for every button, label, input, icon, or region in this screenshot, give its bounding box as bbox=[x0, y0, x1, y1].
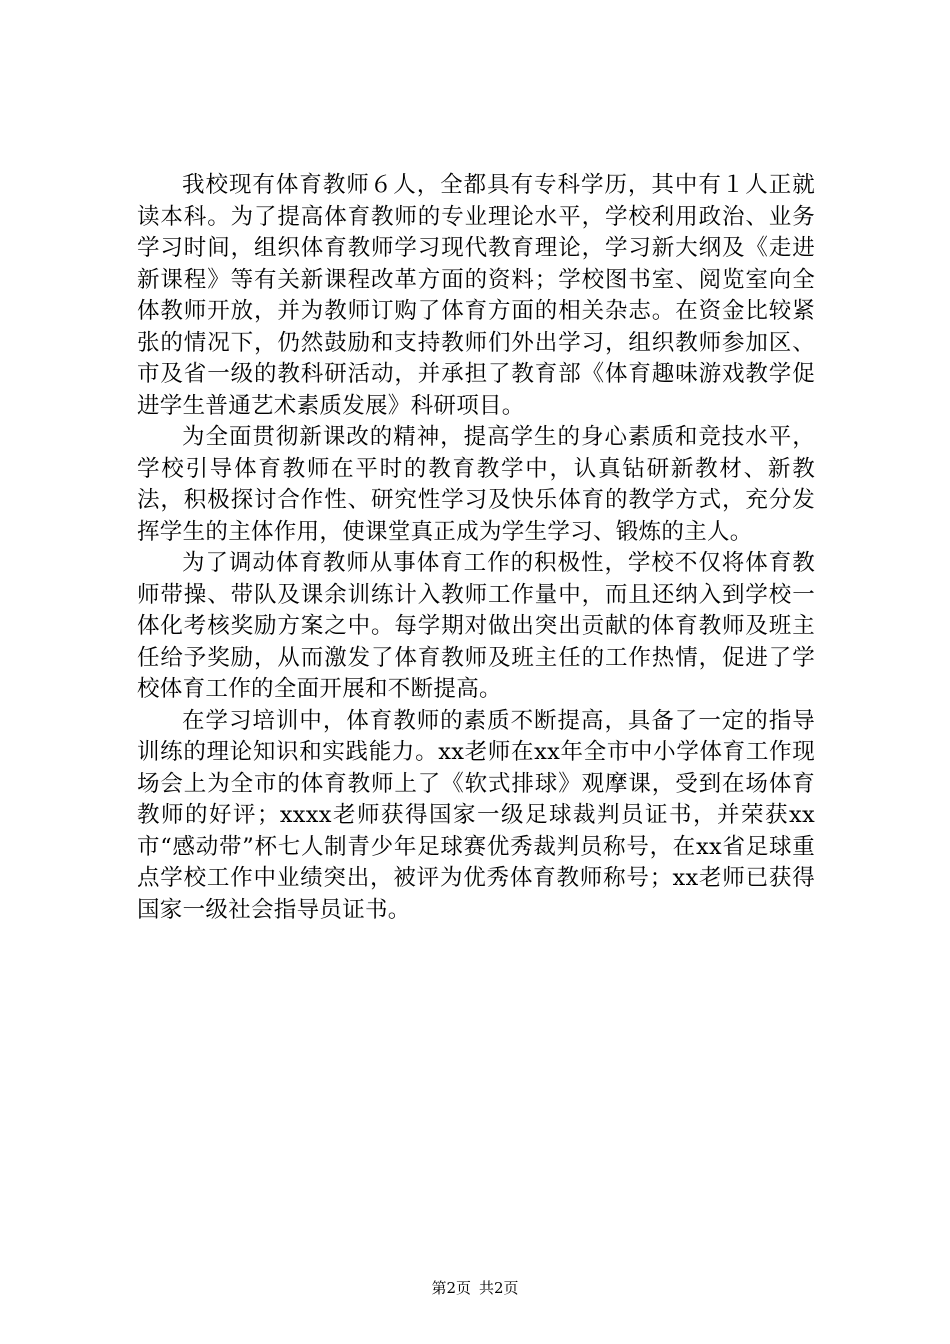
paragraph-achievements: 在学习培训中，体育教师的素质不断提高，具备了一定的指导训练的理论知识和实践能力。xx老师在xx年全市中小学体育工作现场会上为全市的体育教师上了《软式排球》观摩课，受到在场体育教师的好评；xxxx老师获得国家一级足球裁判员证书，并荣获xx市“感动带”杯七人制青少年足球赛优秀裁判员称号，在xx省足球重点学校工作中业绩突出，被评为优秀体育教师称号；xx老师已获得国家一级社会指导员证书。 bbox=[137, 707, 815, 923]
paragraph-teacher-training: 我校现有体育教师６人，全都具有专科学历，其中有１人正就读本科。为了提高体育教师的专业理论水平，学校利用政治、业务学习时间，组织体育教师学习现代教育理论，学习新大纲及《走进新课程》等有关新课程改革方面的资料；学校图书室、阅览室向全体教师开放，并为教师订购了体育方面的相关杂志。在资金比较紧张的情况下，仍然鼓励和支持教师们外出学习，组织教师参加区、市及省一级的教科研活动，并承担了教育部《体育趣味游戏教学促进学生普通艺术素质发展》科研项目。 bbox=[137, 172, 815, 419]
document-body bbox=[137, 170, 815, 926]
paragraph-incentives: 为了调动体育教师从事体育工作的积极性，学校不仅将体育教师带操、带队及课余训练计入教师工作量中，而且还纳入到学校一体化考核奖励方案之中。每学期对做出突出贡献的体育教师及班主任给予奖励，从而激发了体育教师及班主任的工作热情，促进了学校体育工作的全面开展和不断提高。 bbox=[137, 550, 815, 702]
page-total: 共2页 bbox=[479, 1279, 519, 1297]
page-footer bbox=[0, 1278, 950, 1298]
page-number: 第2页 bbox=[431, 1279, 471, 1297]
paragraph-curriculum-reform: 为全面贯彻新课改的精神，提高学生的身心素质和竞技水平，学校引导体育教师在平时的教育教学中，认真钻研新教材、新教法，积极探讨合作性、研究性学习及快乐体育的教学方式，充分发挥学生的主体作用，使课堂真正成为学生学习、锻炼的主人。 bbox=[137, 424, 815, 545]
